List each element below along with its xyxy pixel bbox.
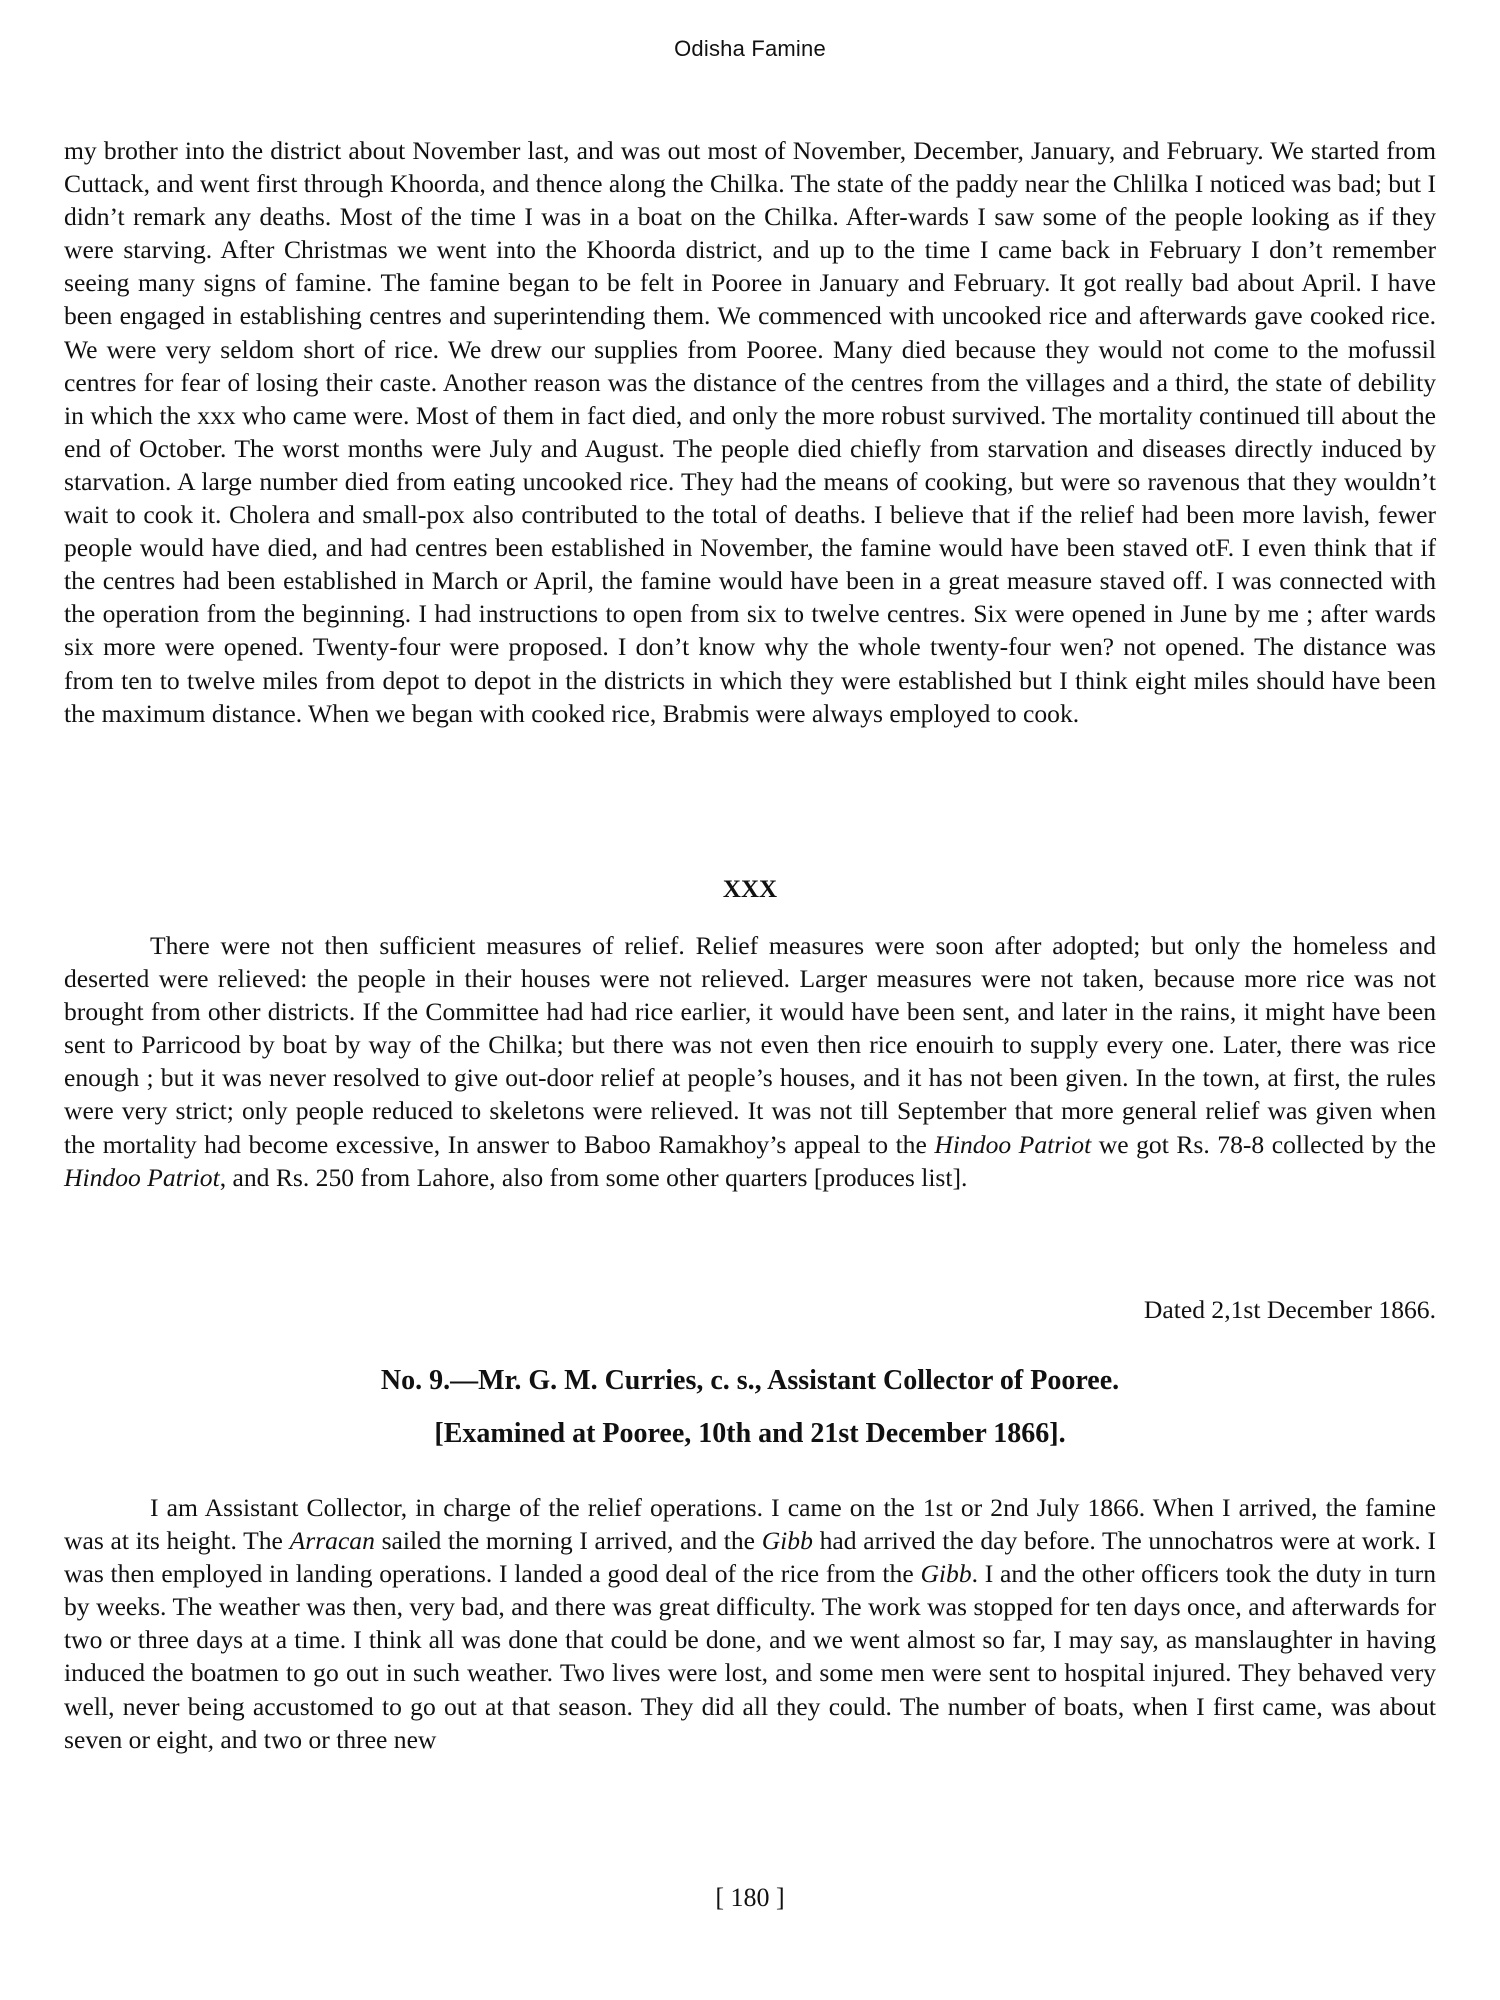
paragraph-2-text-a: There were not then sufficient measures of relief. Relief measures were soon after adopted; but only the homeless and deserted were relieved: the people in their houses were not relieved. Larger measures were not taken, because more rice was not brought from other districts. If the Committee had had rice earlier, it would have been sent, and later in the rains, it might have been sent to Parricood by boat by way of the Chilka; but there was not even then rice enouirh to supply every one. Later, there was rice enough ; but it was never resolved to give out-door relief at people’s houses, and it has not been given. In the town, at first, the rules were very strict; only people reduced to skeletons were relieved. It was not till September that more general relief was given when the mortality had become excessive, In answer to Baboo Ramakhoy’s appeal to the bbox=[64, 931, 1436, 1159]
paragraph-3 bbox=[64, 1491, 1436, 1756]
paragraph-1: my brother into the district about November last, and was out most of November, December, January, and February. We started from Cuttack, and went first through Khoorda, and thence along the Chilka. The state of the paddy near the Chlilka I noticed was bad; but I didn’t remark any deaths. Most of the time I was in a boat on the Chilka. After-wards I saw some of the people looking as if they were starving. After Christmas we went into the Khoorda district, and up to the time I came back in February I don’t remember seeing many signs of famine. The famine began to be felt in Pooree in January and February. It got really bad about April. I have been engaged in establishing centres and superintending them. We commenced with uncooked rice and afterwards gave cooked rice. We were very seldom short of rice. We drew our supplies from Pooree. Many died because they would not come to the mofussil centres for fear of losing their caste. Another reason was the distance of the centres from the villages and a third, the state of debility in which the xxx who came were. Most of them in fact died, and only the more robust survived. The mortality continued till about the end of October. The worst months were July and August. The people died chiefly from starvation and diseases directly induced by starvation. A large number died from eating uncooked rice. They had the means of cooking, but were so ravenous that they wouldn’t wait to cook it. Cholera and small-pox also contributed to the total of deaths. I believe that if the relief had been more lavish, fewer people would have died, and had centres been established in November, the famine would have been staved otF. I even think that if the centres had been established in March or April, the famine would have been in a great measure staved off. I was connected with the operation from the beginning. I had instructions to open from six to twelve centres. Six were opened in June by me ; after wards six more were opened. Twenty-four were proposed. I don’t know why the whole twenty-four wen? not opened. The distance was from ten to twelve miles from depot to depot in the districts in which they were established but I think eight miles should have been the maximum distance. When we began with cooked rice, Brabmis were always employed to cook. bbox=[64, 136, 1436, 728]
ship-name: Gibb bbox=[761, 1526, 813, 1556]
paragraph-3-text-a: I am Assistant Collector, in charge of the relief operations. I came on the 1st or 2nd July 1866. When I arrived, the famine was at its height. The bbox=[64, 1493, 1436, 1556]
ship-name: Gibb bbox=[920, 1559, 972, 1589]
paragraph-3-text-b: sailed the morning I arrived, and the bbox=[374, 1526, 762, 1556]
newspaper-title: Hindoo Patriot bbox=[64, 1162, 220, 1192]
paragraph-2-text-c: , and Rs. 250 from Lahore, also from some other quarters [produces list]. bbox=[219, 1162, 968, 1192]
section-heading: No. 9.—Mr. G. M. Curries, c. s., Assistant Collector of Pooree. bbox=[380, 1365, 1120, 1396]
ship-name: Arracan bbox=[289, 1526, 375, 1556]
section-separator: XXX bbox=[722, 876, 778, 903]
newspaper-title: Hindoo Patriot bbox=[934, 1129, 1092, 1159]
section-subheading: [Examined at Pooree, 10th and 21st December 1866]. bbox=[434, 1418, 1066, 1449]
paragraph-2 bbox=[64, 929, 1436, 1194]
page-number: [ 180 ] bbox=[715, 1883, 785, 1912]
paragraph-3-text-c: had arrived the day before. The unnochatros were at work. I was then employed in landing operations. I landed a good deal of the rice from the bbox=[64, 1526, 1436, 1589]
dated-line: Dated 2,1st December 1866. bbox=[1143, 1295, 1436, 1324]
paragraph-2-text-b: we got Rs. 78-8 collected by the bbox=[1091, 1129, 1436, 1159]
paragraph-3-text-d: . I and the other officers took the duty in turn by weeks. The weather was then, very bad, and there was great difficulty. The work was stopped for ten days once, and afterwards for two or three days at a time. I think all was done that could be done, and we went almost so far, I may say, as manslaughter in having induced the boatmen to go out in such weather. Two lives were lost, and some men were sent to hospital injured. They behaved very well, never being accustomed to go out at that season. They did all they could. The number of boats, when I first came, was about seven or eight, and two or three new bbox=[64, 1559, 1437, 1754]
running-head: Odisha Famine bbox=[674, 36, 826, 61]
